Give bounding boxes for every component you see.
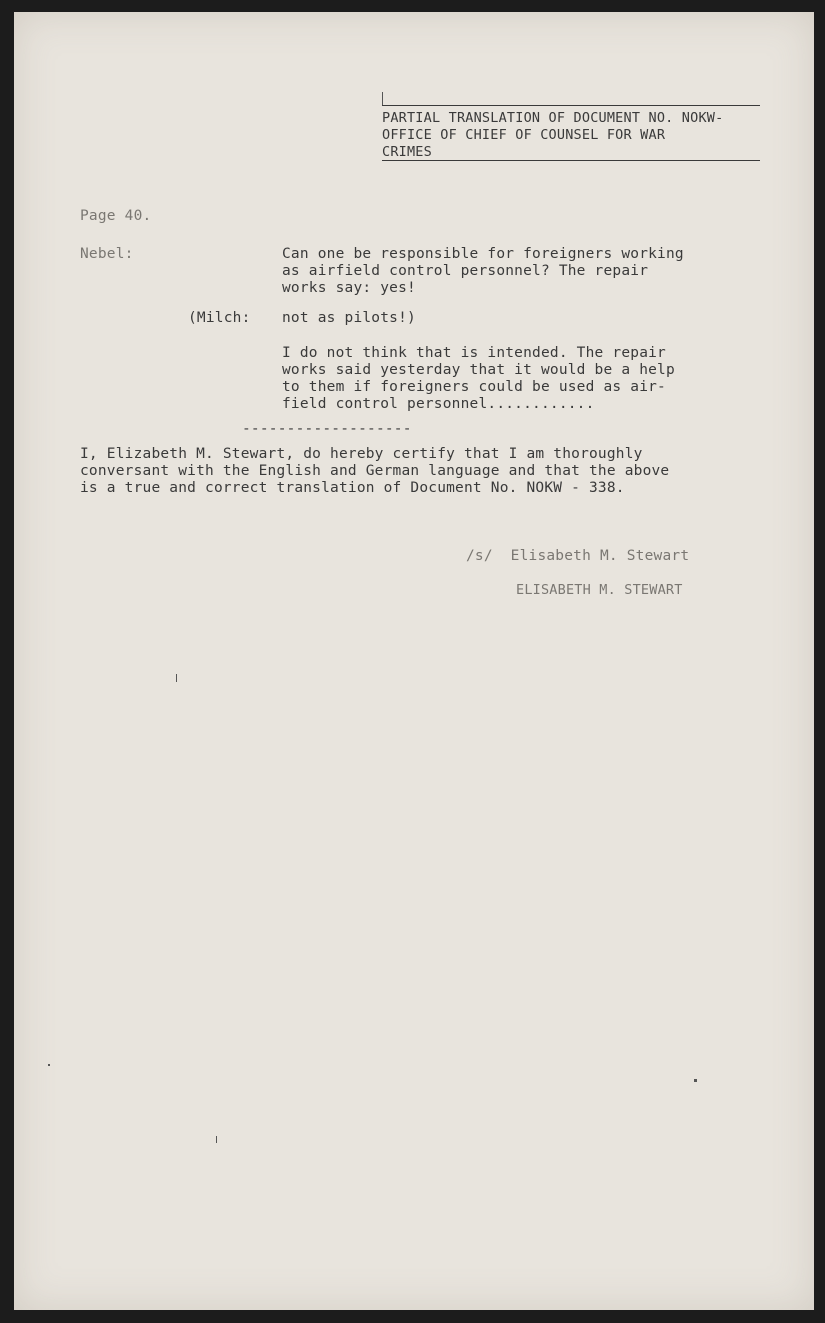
nebel-line-1: Can one be responsible for foreigners working: [282, 246, 684, 262]
certification-line-2: conversant with the English and German language and that the above: [80, 463, 670, 479]
continuation-line-2: works said yesterday that it would be a help: [282, 362, 675, 378]
certification-line-1: I, Elizabeth M. Stewart, do hereby certify that I am thoroughly: [80, 446, 643, 462]
nebel-line-2: as airfield control personnel? The repair: [282, 263, 649, 279]
continuation-line-4: field control personnel............: [282, 396, 595, 412]
continuation-line-3: to them if foreigners could be used as air-: [282, 379, 666, 395]
page-label: Page 40.: [80, 208, 152, 224]
header-top-rule: [382, 105, 760, 106]
signature-typed: ELISABETH M. STEWART: [516, 582, 683, 598]
header-line-3: CRIMES: [382, 144, 432, 160]
continuation-line-1: I do not think that is intended. The repair: [282, 345, 666, 361]
nebel-line-3: works say: yes!: [282, 280, 416, 296]
stray-mark-4: [48, 1064, 50, 1066]
header-line-2: OFFICE OF CHIEF OF COUNSEL FOR WAR: [382, 127, 666, 143]
header-tick-mark: [382, 92, 383, 105]
speaker-milch: (Milch:: [188, 310, 251, 326]
dashed-separator: -------------------: [242, 421, 412, 437]
paper-sheet: [14, 12, 814, 1310]
header-bottom-rule: [382, 160, 760, 161]
speaker-nebel: Nebel:: [80, 246, 134, 262]
stray-mark-1: [176, 674, 177, 682]
milch-aside: not as pilots!): [282, 310, 416, 326]
stray-mark-2: [216, 1136, 217, 1143]
stray-mark-3: [694, 1079, 697, 1082]
certification-line-3: is a true and correct translation of Document No. NOKW - 338.: [80, 480, 625, 496]
header-line-1: PARTIAL TRANSLATION OF DOCUMENT NO. NOKW-: [382, 110, 724, 126]
signature-signed: /s/ Elisabeth M. Stewart: [466, 548, 690, 564]
